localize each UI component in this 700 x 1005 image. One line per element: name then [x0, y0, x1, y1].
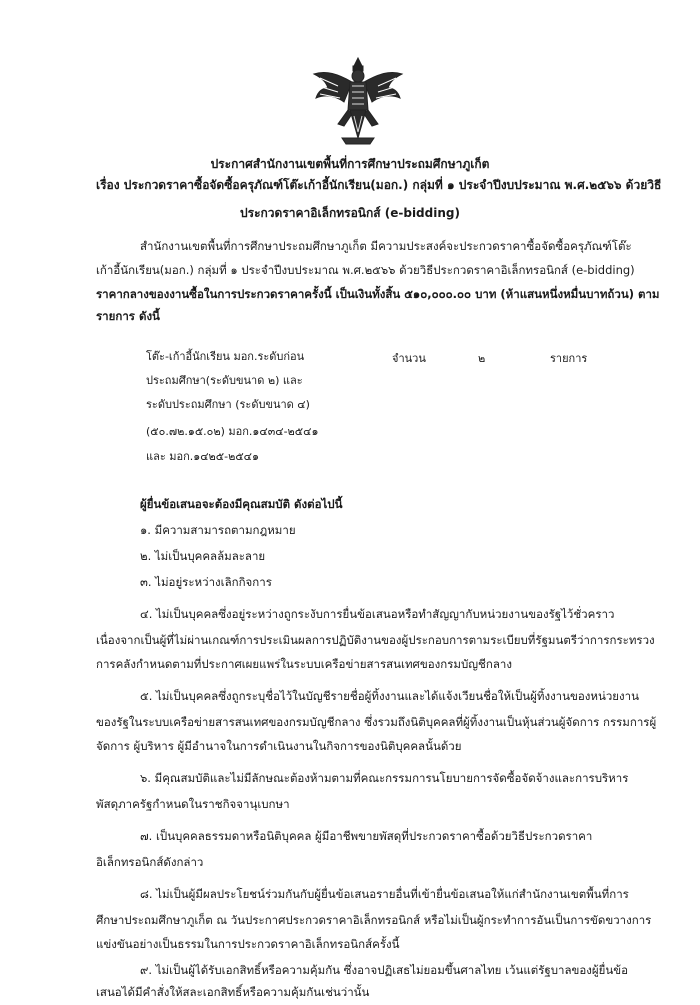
condition-1: ๑. มีความสามารถตามกฎหมาย [140, 523, 296, 537]
condition-4-line-3: การคลังกำหนดตามที่ประกาศเผยแพร่ในระบบเครือข่ายสารสนเทศของกรมบัญชีกลาง [96, 657, 512, 671]
intro-line-3: ราคากลางของงานซื้อในการประกวดราคาครั้งนี้ เป็นเงินทั้งสิ้น ๕๑๐,๐๐๐.๐๐ บาท (ห้าแสนหนึ่งหมื่นบาทถ้วน) ตาม [96, 287, 660, 301]
quantity-unit: รายการ [550, 352, 588, 365]
condition-5-line-3: จัดการ ผู้บริหาร ผู้มีอำนาจในการดำเนินงานในกิจการของนิติบุคคลนั้นด้วย [96, 739, 462, 753]
item-name-line: (๕๐.๗๒.๑๕.๐๒) มอก.๑๔๓๔-๒๕๔๑ [146, 425, 319, 438]
condition-3: ๓. ไม่อยู่ระหว่างเลิกกิจการ [140, 575, 272, 589]
garuda-emblem-icon [308, 52, 408, 152]
condition-7-line-1: ๗. เป็นบุคคลธรรมดาหรือนิติบุคคล ผู้มีอาชีพขายพัสดุที่ประกวดราคาซื้อด้วยวิธีประกวดราคา [140, 829, 593, 843]
condition-7-line-2: อิเล็กทรอนิกส์ดังกล่าว [96, 855, 204, 869]
condition-5-line-2: ของรัฐในระบบเครือข่ายสารสนเทศของกรมบัญชีกลาง ซึ่งรวมถึงนิติบุคคลที่ผู้ทิ้งงานเป็นหุ้นส่วนผู้จัดการ กรรมการผู้ [96, 715, 657, 729]
condition-4-line-2: เนื่องจากเป็นผู้ที่ไม่ผ่านเกณฑ์การประเมินผลการปฏิบัติงานของผู้ประกอบการตามระเบียบที่รัฐมนตรีว่าการกระทรวง [96, 633, 655, 647]
condition-8-line-1: ๘. ไม่เป็นผู้มีผลประโยชน์ร่วมกันกับผู้ยื่นข้อเสนอรายอื่นที่เข้ายื่นข้อเสนอให้แก่สำนักงานเขตพื้นที่การ [140, 887, 629, 901]
condition-5-line-1: ๕. ไม่เป็นบุคคลซึ่งถูกระบุชื่อไว้ในบัญชีรายชื่อผู้ทิ้งงานและได้แจ้งเวียนชื่อให้เป็นผู้ทิ้งงานของหน่วยงาน [140, 689, 639, 703]
quantity-value: ๒ [478, 352, 486, 365]
intro-line-2: เก้าอี้นักเรียน(มอก.) กลุ่มที่ ๑ ประจำปีงบประมาณ พ.ศ.๒๕๖๖ ด้วยวิธีประกวดราคาอิเล็กทรอนิกส์ (e-bidding) [96, 263, 635, 277]
condition-9-line-1: ๙. ไม่เป็นผู้ได้รับเอกสิทธิ์หรือความคุ้มกัน ซึ่งอาจปฏิเสธไม่ยอมขึ้นศาลไทย เว้นแต่รัฐบาลของผู้ยื่นข้อ [140, 963, 629, 977]
condition-8-line-3: แข่งขันอย่างเป็นธรรมในการประกวดราคาอิเล็กทรอนิกส์ครั้งนี้ [96, 937, 400, 951]
condition-4-line-1: ๔. ไม่เป็นบุคคลซึ่งอยู่ระหว่างถูกระงับการยื่นข้อเสนอหรือทำสัญญากับหน่วยงานของรัฐไว้ชั่วคราว [140, 607, 615, 621]
quantity-label: จำนวน [392, 352, 426, 365]
announcement-subject-continued: ประกวดราคาอิเล็กทรอนิกส์ (e-bidding) [240, 206, 460, 220]
item-name-line: ประถมศึกษา(ระดับขนาด ๒) และ [146, 374, 303, 387]
intro-line-1: สำนักงานเขตพื้นที่การศึกษาประถมศึกษาภูเก็ต มีความประสงค์จะประกวดราคาซื้อจัดซื้อครุภัณฑ์โต๊ะ [140, 239, 632, 253]
item-name-line: และ มอก.๑๔๒๕-๒๕๔๑ [146, 450, 259, 463]
announcement-title: ประกาศสำนักงานเขตพื้นที่การศึกษาประถมศึกษาภูเก็ต [210, 157, 490, 171]
condition-9-line-2: เสนอได้มีคำสั่งให้สละเอกสิทธิ์หรือความคุ้มกันเช่นว่านั้น [96, 985, 370, 999]
conditions-heading: ผู้ยื่นข้อเสนอจะต้องมีคุณสมบัติ ดังต่อไปนี้ [140, 497, 343, 511]
condition-2: ๒. ไม่เป็นบุคคลล้มละลาย [140, 549, 266, 563]
announcement-subject: เรื่อง ประกวดราคาซื้อจัดซื้อครุภัณฑ์โต๊ะเก้าอี้นักเรียน(มอก.) กลุ่มที่ ๑ ประจำปีงบประมาณ พ.ศ.๒๕๖๖ ด้วยวิธี [96, 178, 662, 192]
condition-6-line-2: พัสดุภาครัฐกำหนดในราชกิจจานุเบกษา [96, 797, 290, 811]
condition-8-line-2: ศึกษาประถมศึกษาภูเก็ต ณ วันประกาศประกวดราคาอิเล็กทรอนิกส์ หรือไม่เป็นผู้กระทำการอันเป็นการขัดขวางการ [96, 913, 652, 927]
item-name-line: โต๊ะ-เก้าอี้นักเรียน มอก.ระดับก่อน [146, 350, 305, 363]
item-name-line: ระดับประถมศึกษา (ระดับขนาด ๔) [146, 398, 310, 411]
condition-6-line-1: ๖. มีคุณสมบัติและไม่มีลักษณะต้องห้ามตามที่คณะกรรมการนโยบายการจัดซื้อจัดจ้างและการบริหาร [140, 771, 629, 785]
intro-line-4: รายการ ดังนี้ [96, 309, 160, 323]
